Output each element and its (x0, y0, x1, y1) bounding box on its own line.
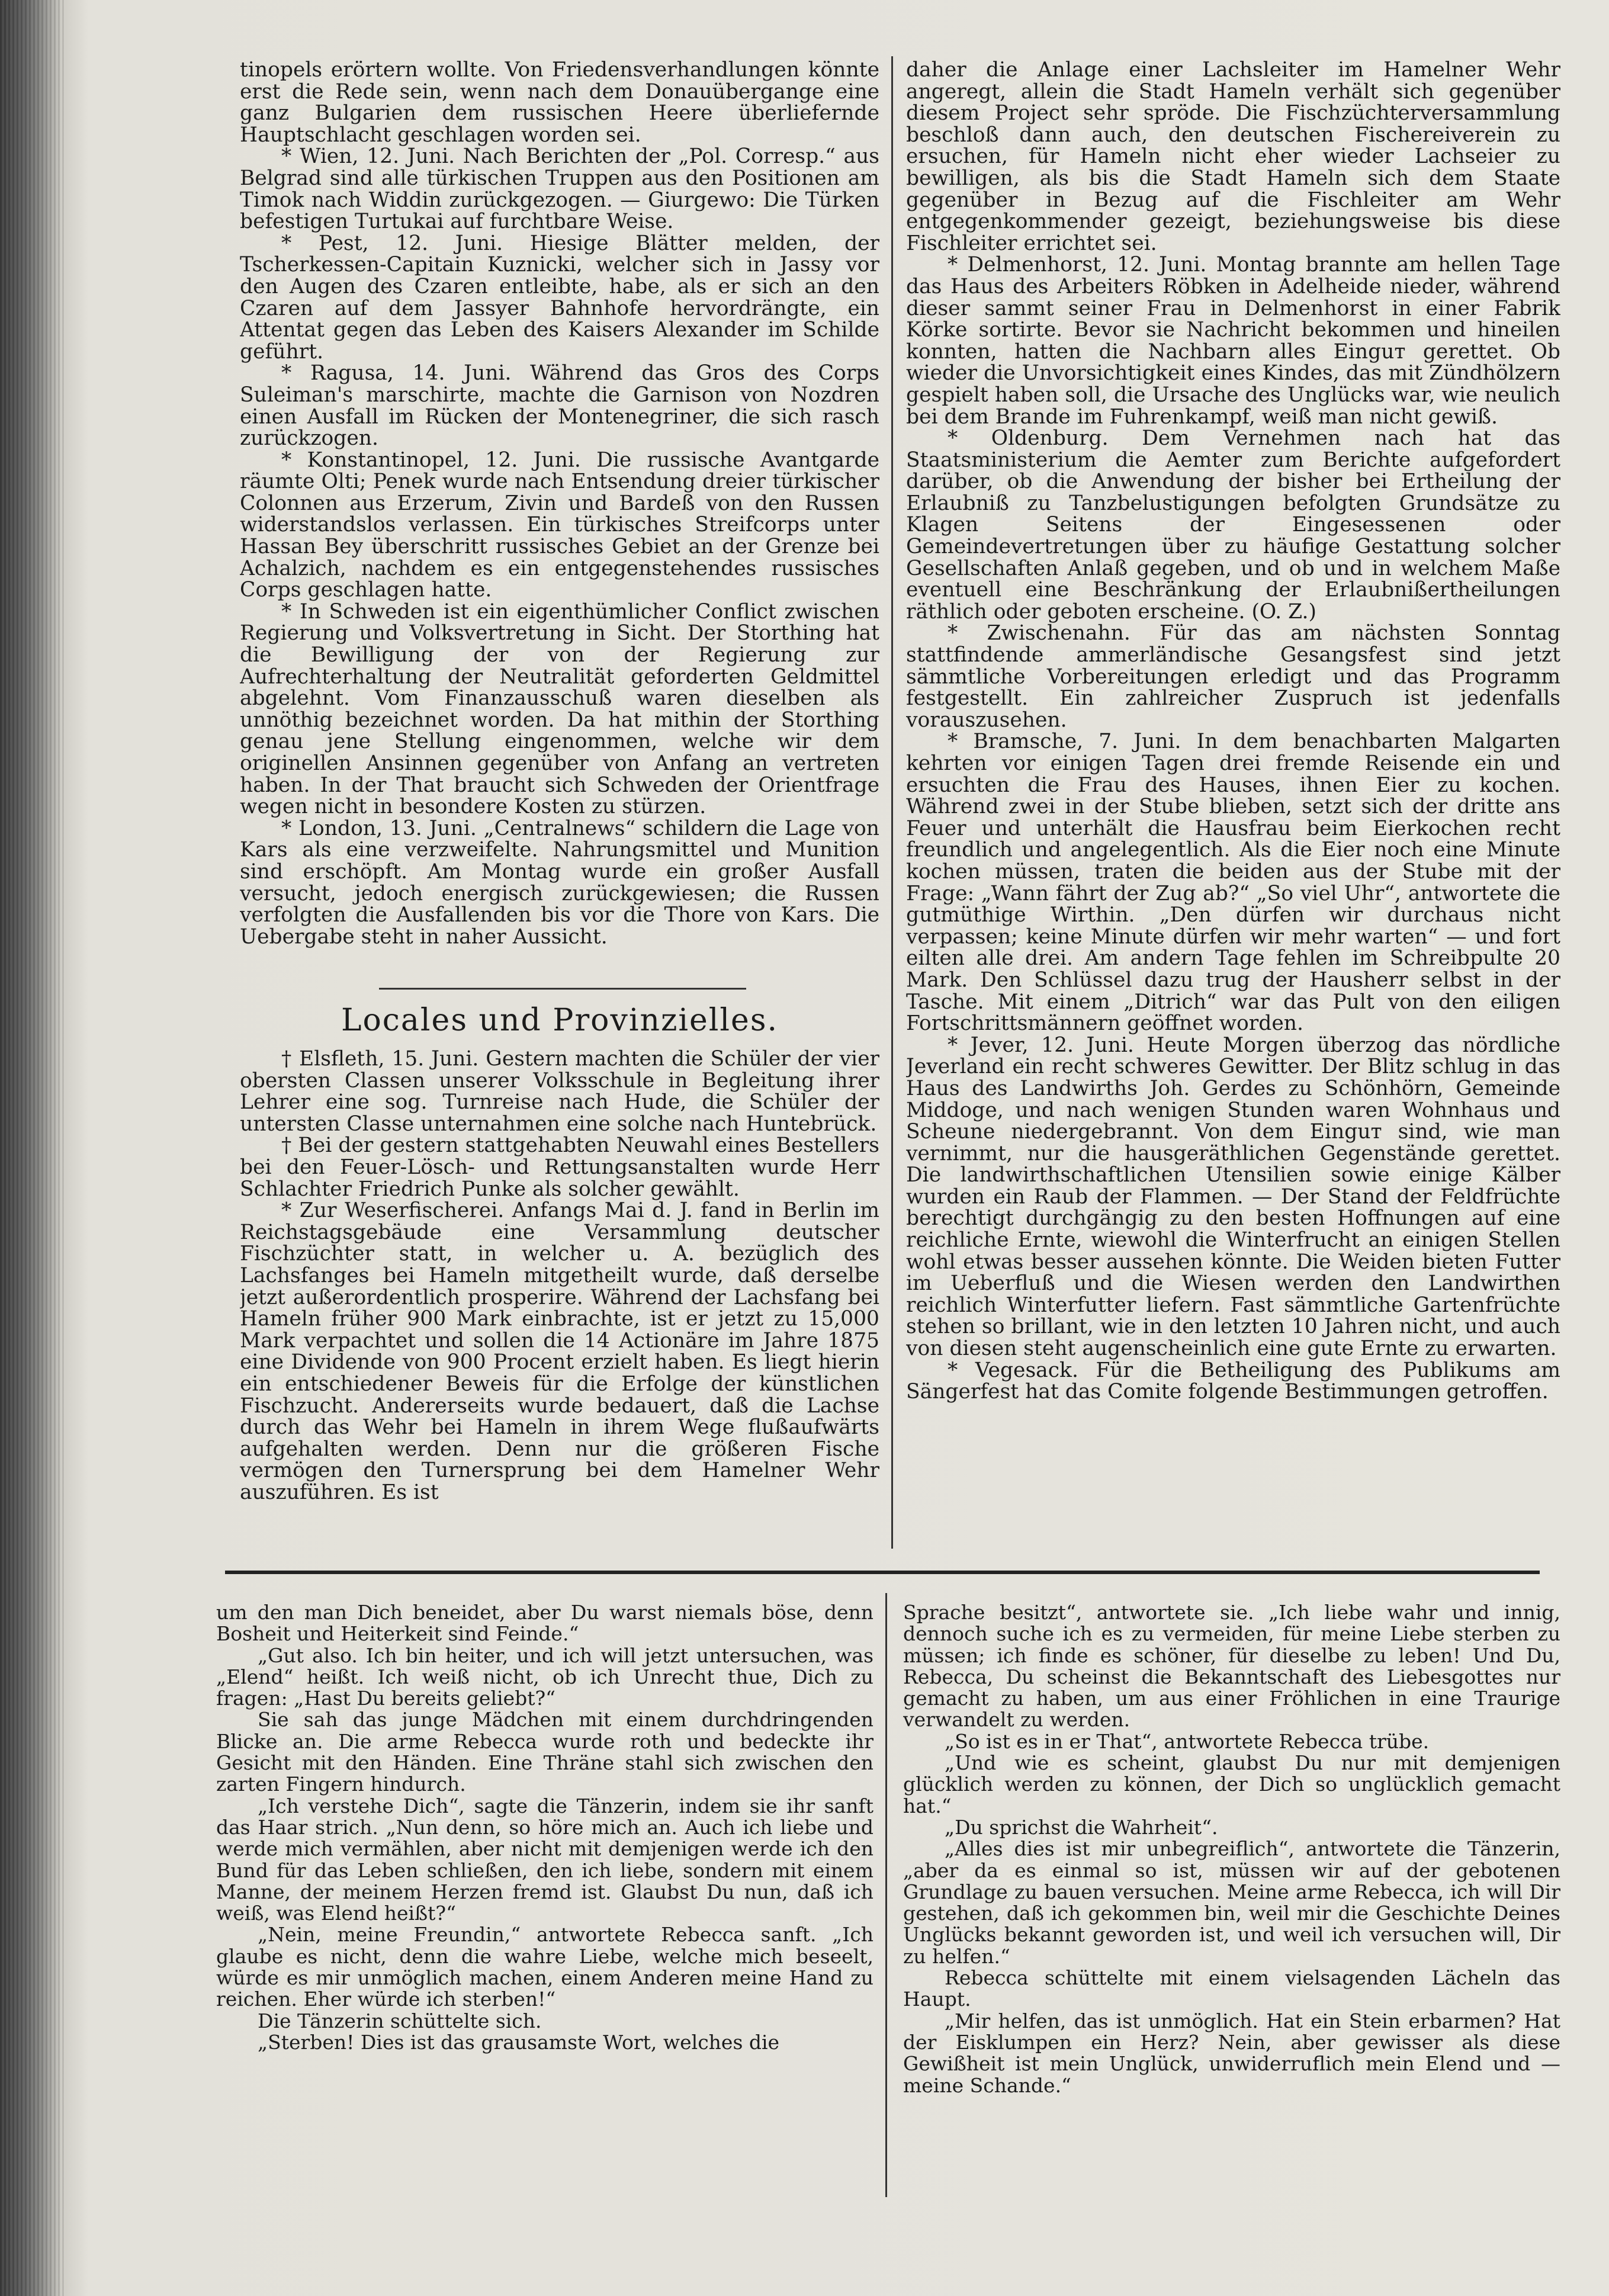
feuilleton-column-right (903, 1602, 1560, 2188)
news-item-london: * London, 13. Juni. „Centralnews“ schildern die Lage von Kars als eine verzweifelte. Nahrungsmittel und Munition sind erschöpft. Am Montag wurde ein großer Ausfall versucht, jedoch energisch zurückgewiesen; die Russen verfolgten die Ausfallenden bis vor die Thore von Kars. Die Uebergabe steht in naher Aussicht. (240, 816, 879, 949)
news-item-jever: * Jever, 12. Juni. Heute Morgen überzog das nördliche Jeverland ein recht schweres Gewitter. Der Blitz schlug in das Haus des Landwirths Joh. Gerdes zu Schönhörn, Gemeinde Middoge, und nach wenigen Stunden waren Wohnhaus und Scheune niedergebrannt. Von dem Einguт sind, wie man vernimmt, nur die hausgeräthlichen Gegenstände gerettet. Die landwirthschaftlichen Utensilien sowie einige Kälber wurden ein Raub der Flammen. — Der Stand der Feldfrüchte berechtigt durchgängig zu den besten Hoffnungen auf eine reichliche Ernte, wiewohl die Winterfrucht an einigen Stellen wohl etwas besser aussehen könnte. Die Weiden bieten Futter im Ueberfluß und die Wiesen werden den Landwirthen reichlich Winterfutter liefern. Fast sämmtliche Gartenfrüchte stehen so brillant, wie in den letzten 10 Jahren nicht, und auch von diesen steht augenscheinlich eine gute Ernte zu erwarten. (906, 1033, 1560, 1361)
news-item-oldenburg: * Oldenburg. Dem Vernehmen nach hat das Staatsministerium die Aemter zum Berichte aufgefordert darüber, ob die Anwendung der bisher bei Ertheilung der Erlaubniß zu Tanzbelustigungen befolgten Grundsätze zu Klagen Seitens der Eingesessenen oder Gemeindevertretungen über zu häufige Gestattung solcher Gesellschaften Anlaß gegeben, und ob und in welchem Maße eventuell eine Beschränkung der Erlaubnißertheilungen räthlich oder geboten erscheine. (O. Z.) (906, 426, 1560, 624)
feuilleton-paragraph: „So ist es in er That“, antwortete Rebecca trübe. (945, 1729, 1430, 1753)
book-spine-edge (0, 0, 65, 2296)
feuilleton-column-left (216, 1602, 873, 2259)
feuilleton-paragraph: „Sterben! Dies ist das grausamste Wort, welches die (258, 2030, 780, 2054)
news-item-weserfischerei: * Zur Weserfischerei. Anfangs Mai d. J. fand in Berlin im Reichstagsgebäude eine Versammlung deutscher Fischzüchter statt, in welcher u. A. bezüglich des Lachsfanges bei Hameln mitgetheilt wurde, daß derselbe jetzt außerordentlich prosperire. Während der Lachsfang bei Hameln früher 900 Mark einbrachte, ist er jetzt zu 15,000 Mark verpachtet und sollen die 14 Actionäre im Jahre 1875 eine Dividende von 900 Procent erzielt haben. Es liegt hierin ein entschiedener Beweis für die Erfolge der künstlichen Fischzucht. Andererseits wurde bedauert, daß die Lachse durch das Wehr bei Hameln in ihrem Wege flußaufwärts aufgehalten werden. Denn nur die größeren Fische vermögen den Turnersprung bei dem Hamelner Wehr auszuführen. Es ist (240, 1199, 879, 1504)
news-item-feuerloesch: † Bei der gestern stattgehabten Neuwahl eines Bestellers bei den Feuer-Lösch- und Rettungsanstalten wurde Herr Schlachter Friedrich Punke als solcher gewählt. (240, 1133, 879, 1201)
news-item-vegesack: * Vegesack. Für die Betheiligung des Publikums am Sängerfest hat das Comite folgende Bestimmungen getroffen. (906, 1358, 1560, 1404)
news-item-delmenhorst: * Delmenhorst, 12. Juni. Montag brannte am hellen Tage das Haus des Arbeiters Röbken in Adelheide nieder, während dieser sammt seiner Frau in Delmenhorst in einer Fabrik Körke sortirte. Bevor sie Nachricht bekommen und hineilen konnten, hatten die Nachbarn alles Einguт gerettet. Ob wieder die Unvorsichtigkeit eines Kindes, das mit Zündhölzern gespielt haben soll, die Ursache des Unglücks war, wie neulich bei dem Brande im Fuhrenkampf, weiß man nicht gewiß. (906, 253, 1560, 429)
column-rule-bottom (885, 1593, 887, 2197)
news-item-bramsche: * Bramsche, 7. Juni. In dem benachbarten Malgarten kehrten vor einigen Tagen drei fremde Reisende ein und ersuchten die Frau des Hauses, ihnen Eier zu kochen. Während zwei in der Stube blieben, setzt sich der dritte ans Feuer und unterhält die Hausfrau beim Eierkochen recht freundlich und angelegentlich. Als die Eier noch eine Minute kochen müssen, traten die beiden aus der Stube mit der Frage: „Wann fährt der Zug ab?“ „So viel Uhr“, antwortete die gutmüthige Wirthin. „Den dürfen wir durchaus nicht verpassen; keine Minute dürfen wir mehr warten“ — und fort eilten alle drei. Am andern Tage fehlen im Schreibpulte 20 Mark. Den Schlüssel dazu trug der Hausherr selbst in der Tasche. Mit einem „Ditrich“ war das Pult von den eiligen Fortschrittsmännern geöffnet worden. (906, 730, 1560, 1036)
feuilleton-paragraph: Sie sah das junge Mädchen mit einem durchdringenden Blicke an. Die arme Rebecca wurde roth und bedeckte ihr Gesicht mit den Händen. Eine Thräne stahl sich zwischen den zarten Fingern hindurch. (216, 1708, 873, 1796)
news-item-pest: * Pest, 12. Juni. Hiesige Blätter melden, der Tscherkessen-Capitain Kuznicki, welcher sich in Jassy vor den Augen des Czaren entleibte, habe, als er sich an den Czaren auf dem Jassyer Bahnhofe hervordrängte, ein Attentat gegen das Leben des Kaisers Alexander im Schilde geführt. (240, 231, 879, 364)
news-column-right-top (906, 59, 1560, 1552)
local-news-column-left (240, 1048, 879, 1584)
paragraph-continuation: daher die Anlage einer Lachsleiter im Hamelner Wehr angeregt, allein die Stadt Hameln verhält sich gegenüber diesem Project sehr spröde. Die Fischzüchterversammlung beschloß dann auch, den deutschen Fischereiverein zu ersuchen, für Hameln nicht eher wieder Lachseier zu bewilligen, als bis die Stadt Hameln sich dem Staate gegenüber in Bezug auf die Fischleiter am Wehr entgegenkommender gezeigt, beziehungsweise bis diese Fischleiter errichtet sei. (906, 59, 1560, 255)
feuilleton-paragraph: „Alles dies ist mir unbegreiflich“, antwortete die Tänzerin, „aber da es einmal so ist, müssen wir auf der gebotenen Grundlage zu bauen versuchen. Meine arme Rebecca, ich will Dir gestehen, daß ich gekommen bin, weil mir die Geschichte Deines Unglücks bekannt geworden ist, und weil ich versuchen will, Dir zu helfen.“ (903, 1837, 1560, 1968)
section-divider (379, 988, 746, 990)
feuilleton-paragraph: Die Tänzerin schüttelte sich. (258, 2009, 542, 2032)
news-item-wien: * Wien, 12. Juni. Nach Berichten der „Pol. Corresp.“ aus Belgrad sind alle türkischen Truppen aus den Positionen am Timok nach Widdin zurückgezogen. — Giurgewo: Die Türken befestigen Turtukai auf furchtbare Weise. (240, 144, 879, 234)
feuilleton-paragraph: „Und wie es scheint, glaubst Du nur mit demjenigen glücklich werden zu können, der Dich so unglücklich gemacht hat.“ (903, 1751, 1560, 1817)
column-rule-top (891, 56, 893, 1549)
paragraph-continuation: um den man Dich beneidet, aber Du warst niemals böse, denn Bosheit und Heiterkeit sind Feinde.“ (216, 1602, 873, 1646)
news-item-elsfleth: † Elsfleth, 15. Juni. Gestern machten die Schüler der vier obersten Classen unserer Volksschule in Begleitung ihrer Lehrer eine sog. Turnreise nach Hude, die Schüler der untersten Classe unternahmen eine solche nach Huntebrück. (240, 1048, 879, 1136)
feuilleton-paragraph: Rebecca schüttelte mit einem vielsagenden Lächeln das Haupt. (903, 1966, 1560, 2011)
news-column-left-top (240, 59, 879, 974)
feuilleton-divider (225, 1571, 1540, 1574)
news-item-ragusa: * Ragusa, 14. Juni. Während das Gros des Corps Suleiman's marschirte, machte die Garnison von Nozdren einen Ausfall im Rücken der Montenegriner, die sich rasch zurückzogen. (240, 361, 879, 451)
feuilleton-paragraph: „Ich verstehe Dich“, sagte die Tänzerin, indem sie ihr sanft das Haar strich. „Nun denn, so höre mich an. Auch ich liebe und werde mich vermählen, aber nicht mit demjenigen werde ich den Bund für das Leben schließen, den ich liebe, sondern mit einem Manne, der meinem Herzen fremd ist. Glaubst Du nun, daß ich weiß, was Elend heißt?“ (216, 1794, 873, 1925)
news-item-schweden: * In Schweden ist ein eigenthümlicher Conflict zwischen Regierung und Volksvertretung in Sicht. Der Storthing hat die Bewilligung der von der Regierung zur Aufrechterhaltung der Neutralität geforderten Geldmittel abgelehnt. Vom Finanzausschuß waren dieselben als unnöthig bezeichnet worden. Da hat mithin der Storthing genau jene Stellung eingenommen, welche wir dem originellen Ansinnen gegenüber von Anfang an vertreten haben. In der That braucht sich Schweden der Orientfrage wegen nicht in besondere Kosten zu stürzen. (240, 599, 879, 819)
news-item-zwischenahn: * Zwischenahn. Für das am nächsten Sonntag stattfindende ammerländische Gesangsfest sind jetzt sämmtliche Vorbereitungen erledigt und das Programm festgestellt. Ein zahlreicher Zuspruch ist jedenfalls vorauszusehen. (906, 621, 1560, 732)
feuilleton-paragraph: „Gut also. Ich bin heiter, und ich will jetzt untersuchen, was „Elend“ heißt. Ich weiß nicht, ob ich Unrecht thue, Dich zu fragen: „Hast Du bereits geliebt?“ (216, 1643, 873, 1710)
paragraph-continuation: tinopels erörtern wollte. Von Friedensverhandlungen könnte erst die Rede sein, wenn nach dem Donauübergange eine ganz Bulgarien dem russischen Heere überliefernde Hauptschlacht geschlagen worden sei. (240, 59, 879, 147)
section-heading: Locales und Provinzielles. (341, 1003, 779, 1038)
feuilleton-paragraph: „Nein, meine Freundin,“ antwortete Rebecca sanft. „Ich glaube es nicht, denn die wahre Liebe, welche mich beseelt, würde es mir unmöglich machen, einem Anderen meine Hand zu reichen. Eher würde ich sterben!“ (216, 1923, 873, 2011)
paragraph-continuation: Sprache besitzt“, antwortete sie. „Ich liebe wahr und innig, dennoch suche ich es zu vermeiden, für meine Liebe sterben zu müssen; ich finde es schöner, für dieselbe zu leben! Und Du, Rebecca, Du scheinst die Bekanntschaft des Liebesgottes nur gemacht zu haben, um aus einer Fröhlichen in eine Traurige verwandelt zu werden. (903, 1602, 1560, 1732)
news-item-konstantinopel: * Konstantinopel, 12. Juni. Die russische Avantgarde räumte Olti; Penek wurde nach Entsendung dreier türkischer Colonnen aus Erzerum, Zivin und Bardeß von den Russen widerstandslos verlassen. Ein türkisches Streifcorps unter Hassan Bey überschritt russisches Gebiet an der Grenze bei Achalzich, nachdem es ein entgegenstehendes russisches Corps geschlagen hatte. (240, 448, 879, 602)
feuilleton-paragraph: „Mir helfen, das ist unmöglich. Hat ein Stein erbarmen? Hat der Eisklumpen ein Herz? Nein, aber gewisser als diese Gewißheit ist mein Unglück, unwiderruflich mein Elend und — meine Schande.“ (903, 2009, 1560, 2097)
feuilleton-paragraph: „Du sprichst die Wahrheit“. (945, 1815, 1218, 1839)
